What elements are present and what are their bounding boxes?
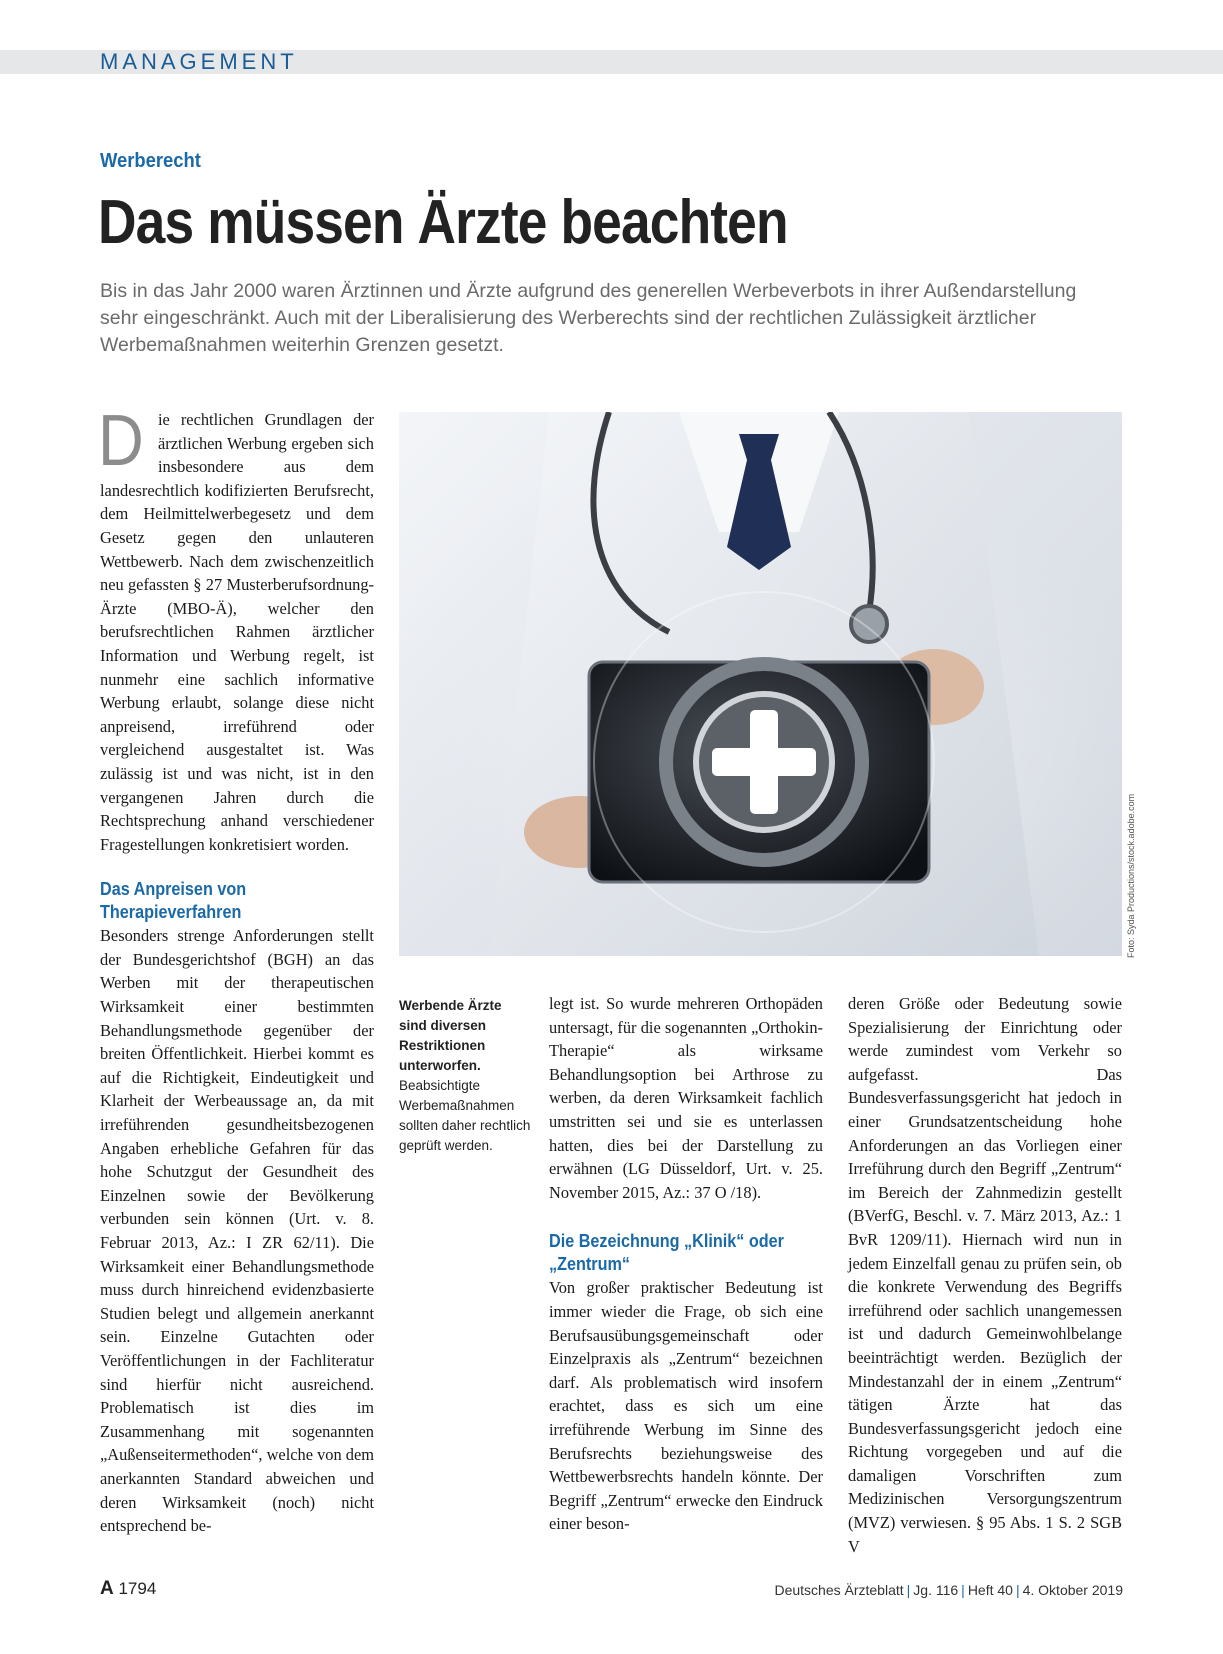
article-lead	[100, 278, 1120, 359]
lead-line: sehr eingeschränkt. Auch mit der Liberalisierung des Werberechts sind der rechtlichen Zulässigkeit ärztlicher	[100, 307, 1037, 329]
intro-text: ie rechtlichen Grundlagen der ärztlichen Werbung ergeben sich insbesondere aus dem landesrechtlich kodifizierten Berufsrecht, dem Heilmittelwerbegesetz und dem Gesetz gegen den unlauteren Wettbewerb. Nach dem zwischenzeitlich neu gefassten § 27 Musterberufsordnung-Ärzte (MBO-Ä), welcher den berufsrechtlichen Rahmen ärztlicher Information und Werbung regelt, ist nunmehr eine sachlich informative Werbung erlaubt, solange diese nicht anpreisend, irreführend oder vergleichend ausgestaltet ist. Was zulässig ist und was nicht, ist in den vergangenen Jahren durch die Rechtsprechung anhand verschiedener Fragestellungen konkretisiert worden.	[100, 410, 374, 854]
text-column-3	[848, 992, 1122, 1558]
lead-line: Bis in das Jahr 2000 waren Ärztinnen und Ärzte aufgrund des generellen Werbeverbots in ihrer Außendarstellung	[100, 280, 1077, 302]
photo-credit: Foto: Syda Productions/stock.adobe.com	[1126, 793, 1136, 958]
body-paragraph: deren Größe oder Bedeutung sowie Spezialisierung der Einrichtung oder werde zumindest vom Verkehr so aufgefasst. Das Bundesverfassungsgericht hat jedoch in einer Grundsatzentscheidung hohe Anforderungen an das Vorliegen einer Irreführung durch den Begriff „Zentrum“ im Bereich der Zahnmedizin gestellt (BVerfG, Beschl. v. 7. März 2013, Az.: 1 BvR 1209/11). Hiernach wird nun in jedem Einzelfall genau zu prüfen sein, ob die konkrete Verwendung des Begriffs irreführend oder sachlich unangemessen ist und dadurch Gemeinwohlbelange beeinträchtigt werden. Bezüglich der Mindestanzahl der in einem „Zentrum“ tätigen Ärzte hat das Bundesverfassungsgericht jedoch eine Richtung vorgegeben und auf die damaligen Vorschriften zum Medizinischen Versorgungszentrum (MVZ) verwiesen. § 95 Abs. 1 S. 2 SGB V	[848, 994, 1122, 1556]
article-kicker: Werberecht	[100, 150, 201, 172]
body-paragraph: Besonders strenge Anforderungen stellt der Bundesgerichtshof (BGH) an das Werben mit der therapeutischen Wirksamkeit einer bestimmten Behandlungsmethode gegenüber der breiten Öffentlichkeit. Hierbei kommt es auf die Richtigkeit, Eindeutigkeit und Klarheit der Werbeaussage an, da mit irreführenden gesundheitsbezogenen Angaben erhebliche Gefahren für das hohe Schutzgut der Gesundheit des Einzelnen sowie der Bevölkerung verbunden sein können (Urt. v. 8. Februar 2013, Az.: I ZR 62/11). Die Wirksamkeit einer Behandlungsmethode muss durch hinreichend evidenzbasierte Studien belegt und allgemein anerkannt sein. Einzelne Gutachten oder Veröffentlichungen in der Fachliteratur sind hierfür nicht ausreichend. Problematisch ist dies im Zusammenhang mit sogenannten „Außenseitermethoden“, welche von dem anerkannten Standard abweichen und deren Wirksamkeit (noch) nicht entsprechend be-	[100, 926, 374, 1536]
body-paragraph: Von großer praktischer Bedeutung ist immer wieder die Frage, ob sich eine Berufsausübungsgemeinschaft oder Einzelpraxis als „Zentrum“ bezeichnen darf. Als problematisch wird insofern erachtet, dass es sich um eine irreführende Werbung im Sinne des Berufsrechts beziehungsweise des Wettbewerbsrechts handeln könnte. Der Begriff „Zentrum“ erwecke den Eindruck einer beson-	[549, 1278, 823, 1534]
section-label: MANAGEMENT	[100, 49, 298, 74]
journal-volume: Jg. 116	[913, 1582, 959, 1598]
text-column-2	[549, 992, 823, 1536]
body-paragraph: legt ist. So wurde mehreren Orthopäden untersagt, für die sogenannten „Orthokin-Therapie“ als wirksame Behandlungsoption bei Arthrose zu werben, da deren Wirksamkeit fachlich umstritten sei und sie es unterlassen hatten, dies bei der Darstellung zu erwähnen (LG Düsseldorf, Urt. v. 25. November 2015, Az.: 37 O /18).	[549, 994, 823, 1202]
separator: |	[1015, 1582, 1020, 1598]
journal-name: Deutsches Ärzteblatt	[774, 1582, 904, 1598]
drop-cap: D	[98, 401, 144, 481]
separator: |	[961, 1582, 965, 1598]
page-number	[100, 1578, 156, 1600]
doctor-tablet-illustration	[399, 412, 1122, 956]
intro-paragraph	[98, 401, 374, 856]
journal-issue: Heft 40	[967, 1582, 1013, 1598]
page-number-value: 1794	[118, 1579, 157, 1598]
photo-caption	[399, 996, 531, 1156]
subheading-klinik-zentrum: Die Bezeichnung „Klinik“ oder „Zentrum“	[549, 1231, 784, 1275]
text-column-1	[98, 401, 374, 1538]
caption-text: Beabsichtigte Werbemaßnahmen sollten daher rechtlich geprüft werden.	[399, 1078, 531, 1153]
subheading-therapieverfahren: Das Anpreisen von Therapieverfahren	[100, 879, 247, 923]
lead-line: Werbemaßnahmen weiterhin Grenzen gesetzt.	[100, 334, 504, 356]
journal-info	[774, 1582, 1123, 1598]
journal-date: 4. Oktober 2019	[1022, 1582, 1123, 1598]
caption-lead: Werbende Ärzte sind diversen Restriktionen unterworfen.	[399, 998, 502, 1073]
article-photo	[399, 412, 1122, 956]
article-title: Das müssen Ärzte beachten	[98, 188, 788, 257]
separator: |	[906, 1582, 911, 1598]
page-prefix: A	[100, 1578, 114, 1599]
